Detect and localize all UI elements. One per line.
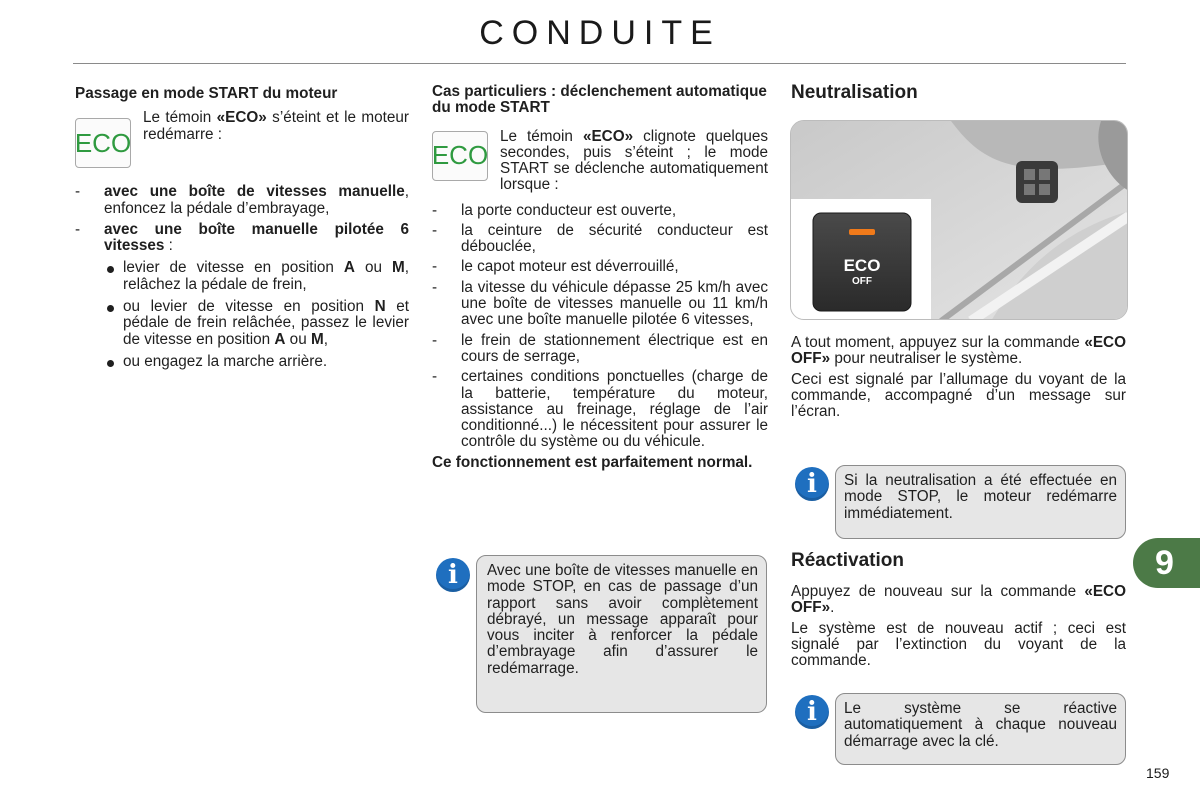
- para-text: Appuyez de nouveau sur la commande: [791, 583, 1085, 600]
- list-item: [432, 259, 768, 275]
- intro-text-b: «ECO»: [216, 109, 267, 127]
- info-box-reactivation: [835, 693, 1126, 765]
- list-dash: -: [432, 278, 438, 296]
- list-item: [432, 203, 768, 219]
- eco-off-button-photo: [790, 120, 1128, 320]
- item-text: :: [164, 237, 173, 255]
- list-item-text: la porte conducteur est ouverte,: [461, 201, 677, 219]
- info-text: Si la neutralisation a été effectuée en mode STOP, le moteur redémarre immédiatement.: [844, 472, 1117, 522]
- info-text: Le système se réactive automatiquement à chaque nouveau démarrage avec la clé.: [844, 700, 1117, 750]
- page-number: 159: [1146, 765, 1170, 781]
- sub-list-item: [104, 299, 409, 348]
- list-item-text: certaines conditions ponctuelles (charge de la batterie, température du moteur, assistance au freinage, réglage de l’air conditionné...) le nécessitent pour assurer le contrôle du système ou du véhicule.: [461, 368, 768, 451]
- list-dash: -: [432, 368, 438, 386]
- sub-bold: A: [343, 259, 355, 277]
- info-text: Avec une boîte de vitesses manuelle en mode STOP, en cas de passage d’un rapport sans avoir complètement débrayé, un message apparaît pour vous inciter à renforcer la pédale d’embrayage afin d’assurer le redémarrage.: [487, 562, 758, 677]
- reactivation-para: [791, 584, 1126, 617]
- conditions-list: [432, 203, 768, 451]
- para-bold: «ECO OFF»: [791, 583, 1126, 617]
- sub-text: et pédale de frein relâchée, passez le levier de vitesse en position: [123, 298, 409, 348]
- eco-blink-intro: [432, 129, 768, 193]
- info-box-neutralisation: [835, 465, 1126, 539]
- sub-list: [75, 260, 409, 370]
- sub-text: ou engagez la marche arrière.: [123, 352, 328, 370]
- list-item: [432, 223, 768, 256]
- column-special-cases: [432, 80, 768, 471]
- section-heading-neutralisation: Neutralisation: [791, 82, 918, 103]
- sub-text: ou: [285, 330, 311, 348]
- eco-indicator-icon: [75, 118, 131, 168]
- intro-text-a: Le témoin: [500, 127, 583, 145]
- eco-icon-label: ECO: [431, 140, 489, 171]
- list-dash: -: [432, 331, 438, 349]
- info-box-stop-mode: [476, 555, 767, 713]
- info-icon: i: [795, 695, 829, 729]
- reactivation-para-2: Le système est de nouveau actif ; ceci est signalé par l’extinction du voyant de la commande.: [791, 619, 1126, 670]
- para-text: A tout moment, appuyez sur la commande: [791, 334, 1085, 351]
- eco-off-label-eco: ECO: [843, 256, 881, 275]
- list-item: [432, 369, 768, 450]
- list-dash: -: [432, 258, 438, 276]
- sub-list-item: [104, 260, 409, 293]
- sub-text: , relâchez la pédale de frein,: [123, 259, 409, 293]
- neutralisation-para-2: Ceci est signalé par l’allumage du voyant de la commande, accompagné d’un message sur l’écran.: [791, 370, 1126, 421]
- list-dash: -: [75, 220, 81, 238]
- item-bold: avec une boîte manuelle pilotée 6 vitesses: [104, 220, 409, 255]
- list-item-text: le frein de stationnement électrique est en cours de serrage,: [461, 331, 768, 365]
- intro-text-b: «ECO»: [582, 127, 634, 145]
- list-item-text: la vitesse du véhicule dépasse 25 km/h avec une boîte de vitesses manuelle ou 11 km/h avec une boîte manuelle pilotée 6 vitesses,: [461, 278, 768, 329]
- sub-text: ou levier de vitesse en position: [123, 298, 375, 316]
- eco-off-label-off: OFF: [852, 276, 872, 287]
- chapter-tab: 9: [1133, 538, 1200, 588]
- header-divider: [73, 63, 1126, 64]
- section-heading-reactivation: Réactivation: [791, 550, 904, 571]
- sub-bold: M: [392, 259, 405, 277]
- eco-icon-label: ECO: [74, 128, 132, 159]
- para-bold: «ECO OFF»: [791, 334, 1126, 368]
- list-item: [75, 222, 409, 255]
- page-title: CONDUITE: [479, 14, 721, 52]
- info-icon: i: [795, 467, 829, 501]
- intro-text-c: s’éteint et le moteur redémarre :: [143, 109, 409, 143]
- info-icon: i: [436, 558, 470, 592]
- list-item: [432, 280, 768, 329]
- para-text: .: [830, 599, 835, 617]
- neutralisation-text: [791, 335, 1126, 420]
- eco-blink-text: [500, 129, 768, 194]
- item-text: , enfoncez la pédale d’embrayage,: [104, 183, 409, 217]
- list-item: [75, 184, 409, 217]
- para-text: pour neutraliser le système.: [830, 350, 1023, 368]
- dashboard-illustration: [791, 121, 1128, 320]
- reactivation-text: [791, 584, 1126, 669]
- intro-text-a: Le témoin: [143, 109, 217, 127]
- section-heading-start: Passage en mode START du moteur: [75, 85, 338, 102]
- bullet-icon: [107, 266, 114, 273]
- sub-bold: M: [310, 330, 324, 348]
- column-start-mode: [75, 80, 409, 370]
- list-dash: -: [75, 183, 81, 201]
- sub-text: ,: [323, 330, 328, 348]
- list-item-text: le capot moteur est déverrouillé,: [461, 258, 679, 276]
- eco-indicator-icon: [432, 131, 488, 181]
- sub-list-item: [104, 354, 409, 370]
- sub-text: levier de vitesse en position: [123, 259, 344, 277]
- sub-bold: N: [374, 298, 386, 316]
- list-dash: -: [432, 201, 438, 219]
- list-item-text: la ceinture de sécurité conducteur est débouclée,: [461, 221, 768, 256]
- section-heading-special-cases: Cas particuliers : déclenchement automatique du mode START: [432, 83, 767, 117]
- eco-intro: [75, 110, 409, 176]
- list-dash: -: [432, 221, 438, 239]
- item-bold: avec une boîte de vitesses manuelle: [104, 183, 405, 201]
- list-item: [432, 333, 768, 366]
- eco-intro-text: [143, 110, 409, 143]
- intro-text-c: clignote quelques secondes, puis s’éteint ; le mode START se déclenche automatiquement lorsque :: [500, 127, 768, 194]
- bullet-icon: [107, 305, 114, 312]
- conclusion-text: Ce fonctionnement est parfaitement normal.: [432, 453, 753, 471]
- sub-text: ou: [354, 259, 392, 277]
- bullet-icon: [107, 360, 114, 367]
- neutralisation-para: [791, 335, 1126, 368]
- sub-bold: A: [274, 330, 286, 348]
